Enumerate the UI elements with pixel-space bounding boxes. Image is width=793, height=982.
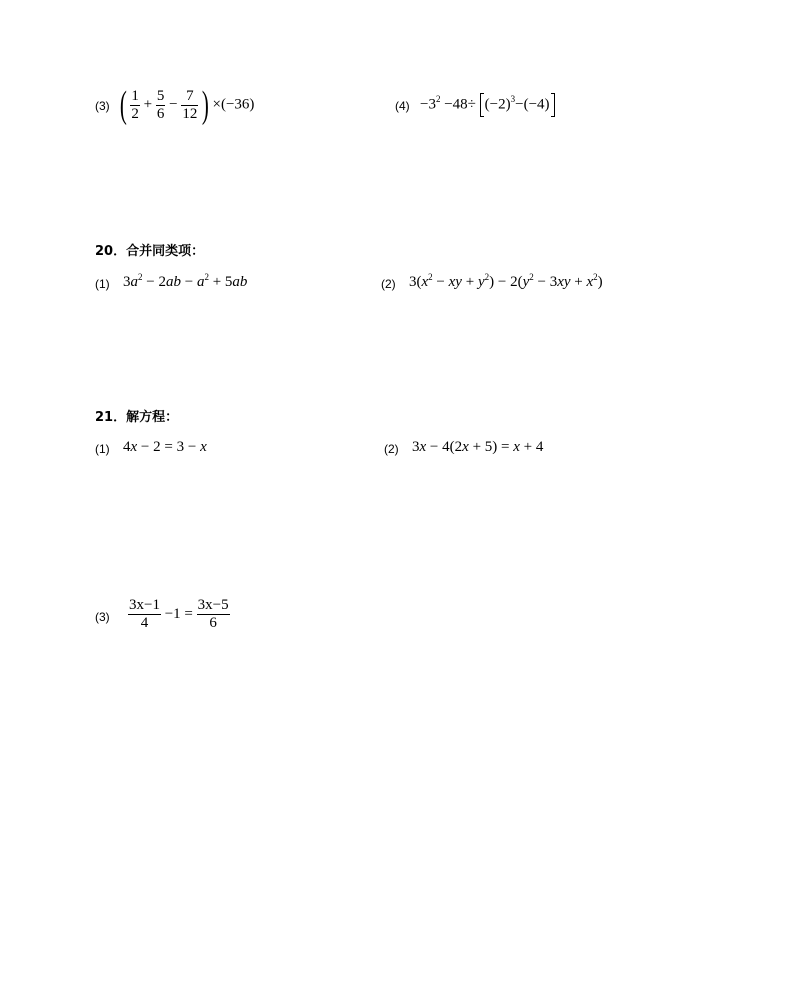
q21-1-expression: 4x − 2 = 3 − x (123, 439, 207, 455)
fraction-5-6: $\frac{5}{6}$ (156, 87, 165, 122)
q19-3-expression (120, 86, 254, 124)
q21-title: 21．解方程： (95, 410, 179, 425)
q19-4-expression: $-3^2 -48\div (-2)^3-(-4)$ (420, 93, 555, 117)
left-bracket (480, 93, 484, 117)
plus-sign: + (143, 96, 153, 113)
q20-2-label: (2) (381, 277, 396, 291)
fraction-left: $\frac{3x-1}{4}$ (129, 597, 160, 631)
q20-title: 20．合并同类项： (95, 244, 205, 259)
minus-sign: − (169, 96, 178, 113)
q20-2-expression: $3(x^2$ − xy + $y^2) - 2(y^2 - 3xy + x^2)$ (409, 272, 603, 290)
q21-1-label: (1) (95, 442, 110, 456)
q19-3-label: (3) (95, 99, 110, 113)
q21-2-expression: 3x − 4(2x + 5) = x + 4 (412, 439, 544, 455)
right-paren: ) (201, 84, 209, 126)
right-bracket (551, 93, 555, 117)
fraction-right: $\frac{3x-5}{6}$ (197, 597, 229, 631)
q21-3-label: (3) (95, 610, 110, 624)
q21-2-label: (2) (384, 442, 399, 456)
fraction-1-2: $\frac{1}{2}$ (131, 87, 139, 122)
q21-3-expression: $\frac{3x-1}{4}$ −1 = $\frac{3x-5}{6}$ (129, 597, 229, 631)
fraction-7-12: $\frac{7}{12}$ (182, 87, 198, 122)
times-neg36: ×(−36) (212, 96, 255, 113)
q19-4-label: (4) (395, 99, 410, 113)
q20-1-expression: $3a^2 - 2ab - a^2 + 5ab$ (123, 272, 248, 290)
left-paren: ( (119, 84, 127, 126)
q20-1-label: (1) (95, 277, 110, 291)
